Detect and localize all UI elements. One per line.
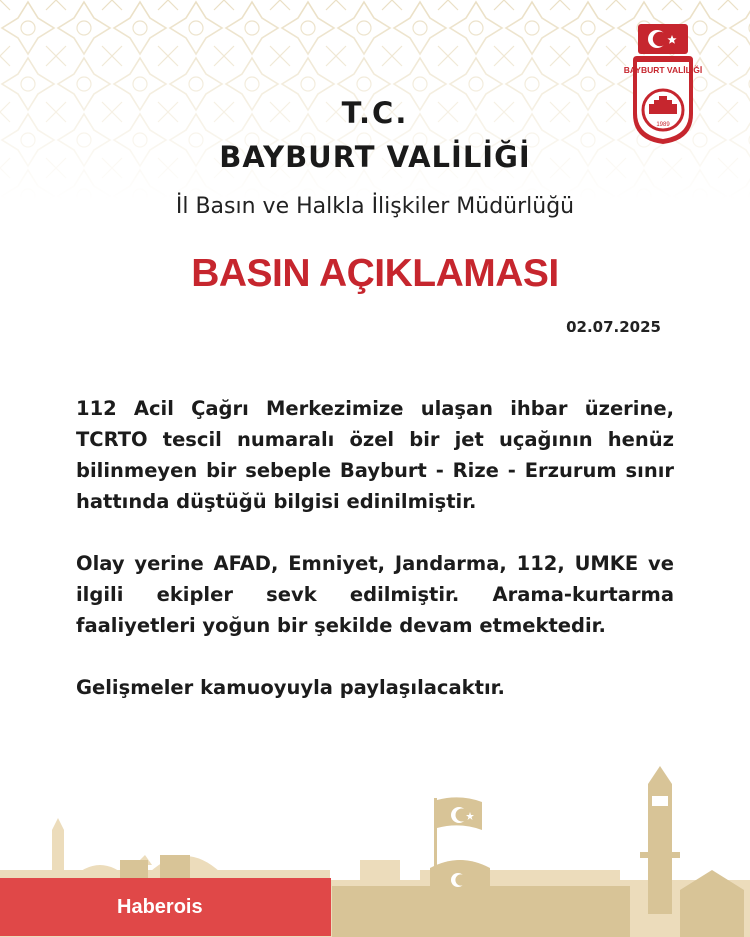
paragraph-3: Gelişmeler kamuoyuyla paylaşılacaktır. bbox=[76, 676, 505, 699]
paragraph-2: Olay yerine AFAD, Emniyet, Jandarma, 112, UMKE ve ilgili ekipler sevk edilmiştir. Arama-kurtarma faaliyetleri yoğun bir şekilde devam etmektedir. bbox=[76, 552, 674, 637]
header-tc: T.C. bbox=[341, 96, 409, 130]
header-governorship: BAYBURT VALİLİĞİ bbox=[219, 140, 531, 174]
paragraph-1: 112 Acil Çağrı Merkezimize ulaşan ihbar üzerine, TCRTO tescil numaralı özel bir jet uçağının henüz bilinmeyen bir sebeple Bayburt - Rize - Erzurum sınır hattında düştüğü bilgisi edinilmiştir. bbox=[76, 397, 674, 513]
header-department: İl Basın ve Halkla İlişkiler Müdürlüğü bbox=[175, 194, 575, 219]
watermark-label: Haberois bbox=[117, 895, 203, 918]
release-date: 02.07.2025 bbox=[566, 318, 661, 336]
statement-body bbox=[76, 393, 674, 734]
haberois-watermark bbox=[0, 878, 331, 936]
emblem-name-text: BAYBURT VALİLİĞİ bbox=[623, 65, 703, 75]
press-release-title: BASIN AÇIKLAMASI bbox=[191, 252, 559, 295]
emblem-year-text: 1989 bbox=[656, 122, 670, 128]
